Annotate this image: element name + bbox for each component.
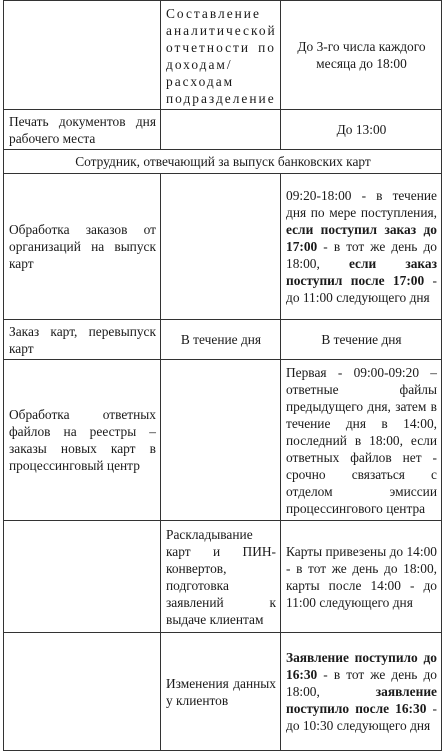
deadline-cell: До 3-го числа каждого месяца до 18:00: [281, 1, 442, 110]
table-row: [4, 521, 442, 633]
task-cell: [161, 110, 281, 150]
task-cell: В течение дня: [161, 320, 281, 360]
task-cell: [4, 633, 161, 751]
task-cell: [161, 360, 281, 521]
bold-fragment: заявление поступило после 16:30: [286, 684, 437, 716]
table-row: [4, 320, 442, 360]
task-cell: [4, 1, 161, 110]
bold-fragment: Заявление поступило до 16:30: [286, 650, 437, 682]
table-row: [4, 110, 442, 150]
bold-fragment: если поступил заказ до 17:00: [286, 222, 437, 254]
text-fragment: - в тот же день до 18:00,: [286, 239, 437, 271]
task-cell: [4, 521, 161, 633]
deadline-cell: До 13:00: [281, 110, 442, 150]
text-fragment: 09:20-18:00 - в течение дня по мере поступления,: [286, 188, 437, 220]
deadline-cell: [281, 174, 442, 320]
section-header: Сотрудник, отвечающий за выпуск банковских карт: [4, 150, 442, 174]
bold-fragment: если заказ поступил после 17:00: [286, 256, 437, 288]
task-cell: Раскладывание карт и ПИН-конвертов, подготовка заявлений к выдаче клиентам: [161, 521, 281, 633]
task-cell: Заказ карт, перевыпуск карт: [4, 320, 161, 360]
deadline-cell: [281, 633, 442, 751]
task-cell: [161, 174, 281, 320]
text-fragment: - в тот же день до 18:00,: [286, 667, 437, 699]
text-fragment: - до 10:30 следующего дня: [286, 701, 437, 733]
task-cell: Печать документов дня рабочего места: [4, 110, 161, 150]
table-row: [4, 633, 442, 751]
task-cell: Составление аналитической отчетности по доходам/расходам подразделение: [161, 1, 281, 110]
deadline-cell: В течение дня: [281, 320, 442, 360]
task-cell: Изменения данных у клиентов: [161, 633, 281, 751]
schedule-table: [3, 0, 442, 751]
deadline-cell: Первая - 09:00-09:20 – ответные файлы предыдущего дня, затем в течение дня в 14:00, последний в 18:00, если ответных файлов нет - срочно связаться с отделом эмиссии процессингового центра: [281, 360, 442, 521]
table-row: [4, 1, 442, 110]
text-fragment: - до 11:00 следующего дня: [286, 273, 437, 305]
table-row: [4, 174, 442, 320]
deadline-cell: Карты привезены до 14:00 - в тот же день до 18:00, карты после 14:00 - до 11:00 следующего дня: [281, 521, 442, 633]
task-cell: Обработка ответных файлов на реестры – заказы новых карт в процессинговый центр: [4, 360, 161, 521]
table-row: [4, 360, 442, 521]
section-row: [4, 150, 442, 174]
task-cell: Обработка заказов от организаций на выпуск карт: [4, 174, 161, 320]
